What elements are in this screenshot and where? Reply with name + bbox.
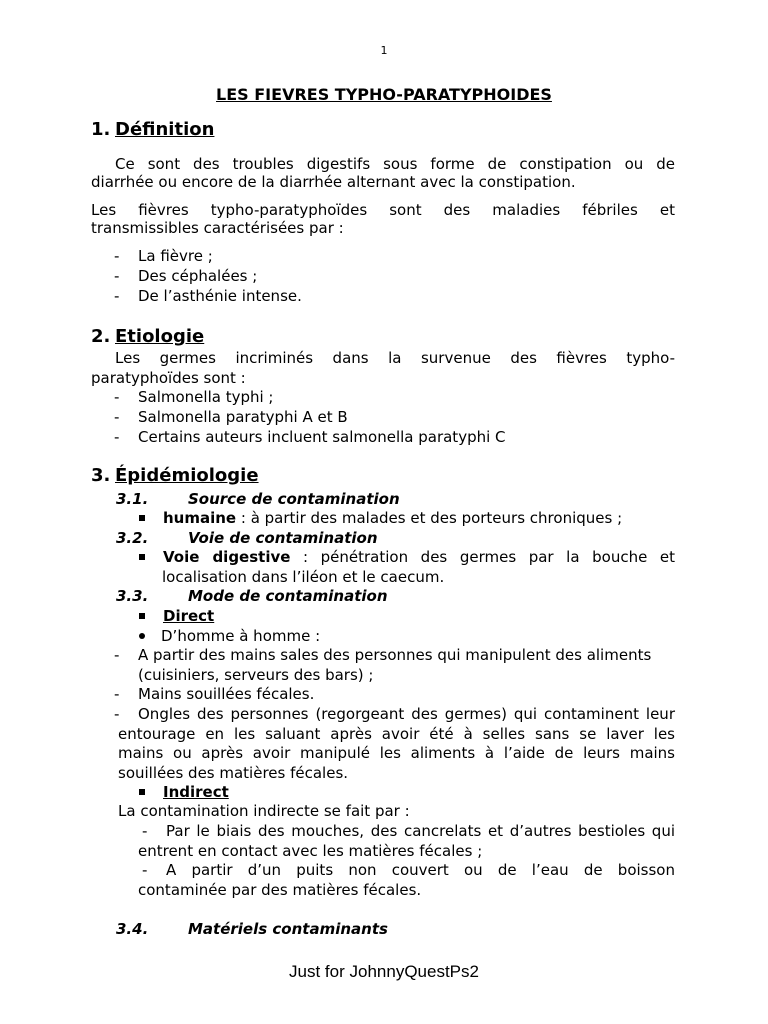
round-bullet-icon — [139, 633, 145, 639]
document-title: LES FIEVRES TYPHO-PARATYPHOIDES — [216, 85, 552, 104]
subsection-heading: 3.2. Voie de contamination — [116, 529, 378, 547]
section-title: Définition — [115, 119, 215, 140]
square-bullet-icon — [139, 554, 145, 560]
list-item: - De l’asthénie intense. — [114, 287, 302, 305]
list-item: - Salmonella typhi ; — [114, 388, 274, 406]
definition-paragraph-line: Les fièvres typho-paratyphoïdes sont des maladies fébriles et — [91, 201, 675, 219]
list-item-continuation: mains ou après avoir manipulé les aliments à l’aide de leurs mains — [118, 744, 675, 762]
square-bullet-icon — [139, 789, 145, 795]
etiologie-paragraph-line: paratyphoïdes sont : — [91, 369, 246, 387]
subsection-heading: 3.3. Mode de contamination — [116, 587, 388, 605]
bullet-item: humaine : à partir des malades et des porteurs chroniques ; — [139, 509, 622, 527]
definition-paragraph-line: transmissibles caractérisées par : — [91, 219, 344, 237]
definition-paragraph-line: diarrhée ou encore de la diarrhée alternant avec la constipation. — [91, 173, 576, 191]
footer-text: Just for JohnnyQuestPs2 — [289, 962, 479, 981]
section-heading-etiologie — [91, 326, 204, 348]
square-bullet-icon — [139, 515, 145, 521]
section-number: 1. — [91, 119, 111, 140]
list-item: - A partir des mains sales des personnes qui manipulent des aliments — [114, 646, 652, 664]
list-item: - Mains souillées fécales. — [114, 685, 315, 703]
list-item: - Certains auteurs incluent salmonella paratyphi C — [114, 428, 506, 446]
paragraph-line: La contamination indirecte se fait par : — [118, 802, 410, 820]
list-item-continuation: souillées des matières fécales. — [118, 764, 349, 782]
list-item-continuation: contaminée par des matières fécales. — [138, 881, 422, 899]
bullet-item: Voie digestive : pénétration des germes par la bouche et — [139, 548, 675, 566]
section-number: 3. — [91, 465, 111, 486]
list-item: - A partir d’un puits non couvert ou de l’eau de boisson — [142, 861, 675, 879]
list-item: - Salmonella paratyphi A et B — [114, 408, 348, 426]
subsection-heading: 3.1. Source de contamination — [116, 490, 400, 508]
etiologie-paragraph-line: Les germes incriminés dans la survenue des fièvres typho- — [115, 349, 675, 367]
list-item: - Des céphalées ; — [114, 267, 258, 285]
list-item-continuation: entrent en contact avec les matières fécales ; — [138, 842, 483, 860]
section-heading-definition — [91, 119, 214, 141]
list-item: - Par le biais des mouches, des cancrelats et d’autres bestioles qui — [142, 822, 675, 840]
section-heading-epidemiologie — [91, 465, 259, 487]
section-number: 2. — [91, 326, 111, 347]
bullet-item: Indirect — [139, 783, 229, 801]
bullet-item: Direct — [139, 607, 214, 625]
list-item: - La fièvre ; — [114, 247, 213, 265]
definition-paragraph-line: Ce sont des troubles digestifs sous forme de constipation ou de — [115, 155, 675, 173]
section-title: Épidémiologie — [115, 465, 259, 486]
bullet-item: D’homme à homme : — [139, 627, 320, 645]
list-item: - Ongles des personnes (regorgeant des germes) qui contaminent leur — [114, 705, 675, 723]
bullet-item-continuation: localisation dans l’iléon et le caecum. — [162, 568, 445, 586]
subsection-heading: 3.4. Matériels contaminants — [116, 920, 388, 938]
list-item-continuation: entourage en les saluant après avoir été à selles sans se laver les — [118, 725, 675, 743]
section-title: Etiologie — [115, 326, 205, 347]
list-item-continuation: (cuisiniers, serveurs des bars) ; — [138, 666, 374, 684]
page-number: 1 — [380, 44, 388, 57]
square-bullet-icon — [139, 613, 145, 619]
